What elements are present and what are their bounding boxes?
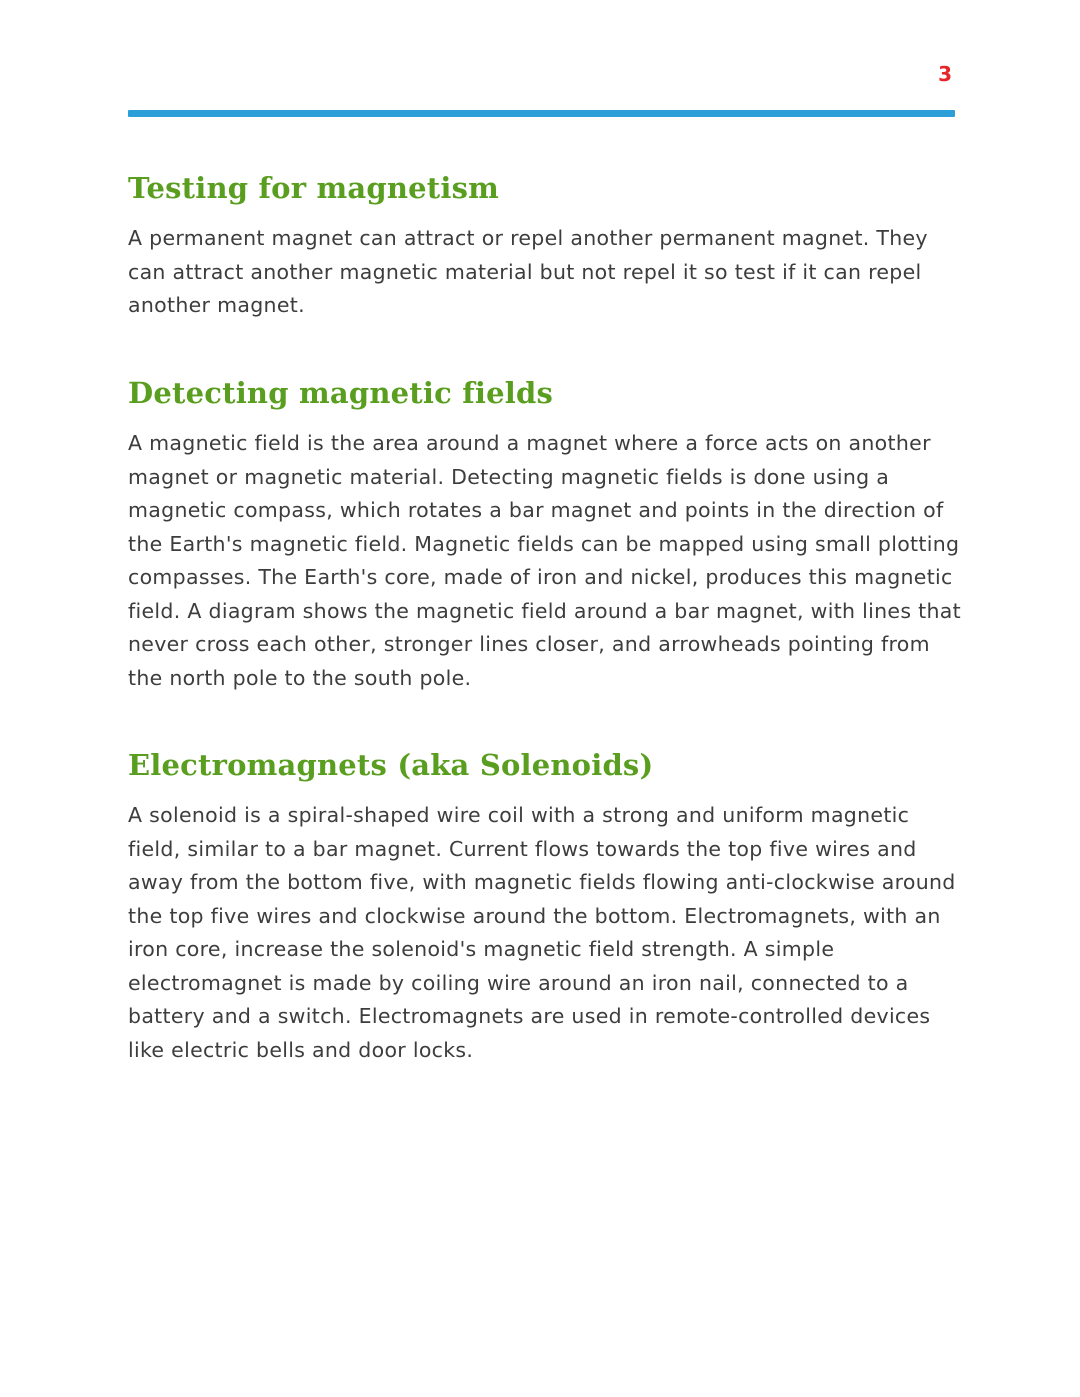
page-number: 3 <box>938 62 952 86</box>
section-heading: Electromagnets (aka Solenoids) <box>128 748 654 782</box>
section-body-text: A solenoid is a spiral-shaped wire coil with a strong and uniform magnetic field, similar to a bar magnet. Current flows towards the top five wires and away from the bottom five, with magnetic fields flowing anti-clockwise around the top five wires and clockwise around the bottom. Electromagnets, with an iron core, increase the solenoid's magnetic field strength. A simple electromagnet is made by coiling wire around an iron nail, connected to a battery and a switch. Electromagnets are used in remote-controlled devices like electric bells and door locks. <box>128 803 956 1062</box>
section-testing-for-magnetism <box>128 170 968 323</box>
section-body-text: A permanent magnet can attract or repel another permanent magnet. They can attract another magnetic material but not repel it so test if it can repel another magnet. <box>128 226 928 318</box>
header-accent-rule <box>128 110 955 117</box>
section-heading: Testing for magnetism <box>128 171 500 205</box>
section-body-text: A magnetic field is the area around a magnet where a force acts on another magnet or magnetic material. Detecting magnetic fields is done using a magnetic compass, which rotates a bar magnet and points in the direction of the Earth's magnetic field. Magnetic fields can be mapped using small plotting compasses. The Earth's core, made of iron and nickel, produces this magnetic field. A diagram shows the magnetic field around a bar magnet, with lines that never cross each other, stronger lines closer, and arrowheads pointing from the north pole to the south pole. <box>128 431 961 690</box>
section-detecting-magnetic-fields <box>128 375 968 695</box>
section-electromagnets <box>128 747 968 1067</box>
page-content <box>128 170 968 1119</box>
section-heading: Detecting magnetic fields <box>128 375 553 410</box>
